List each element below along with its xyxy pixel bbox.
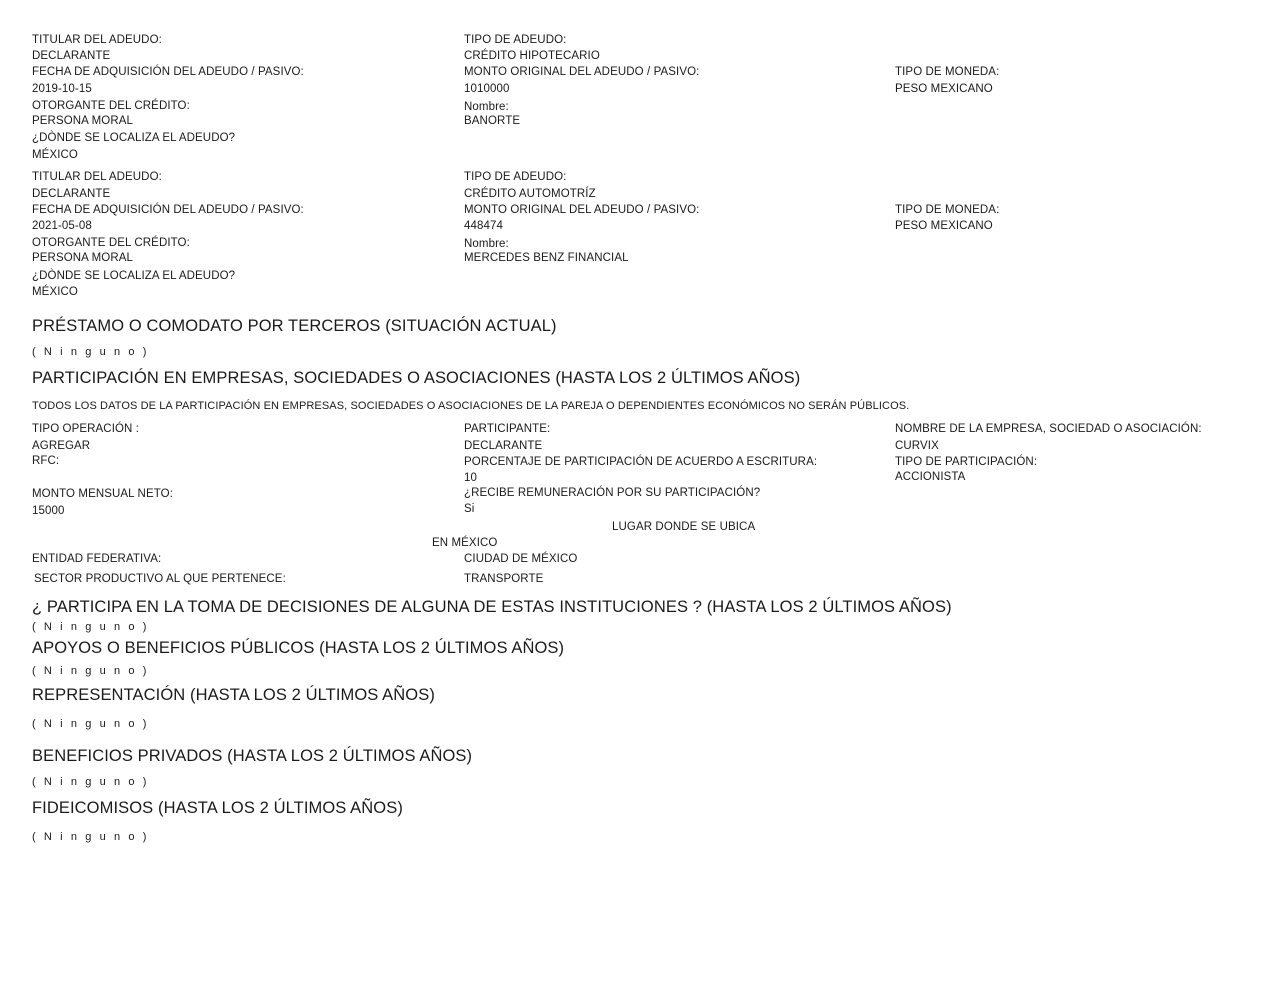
tipo-label: TIPO DE ADEUDO: <box>464 34 567 46</box>
monto-value: 448474 <box>464 220 503 232</box>
moneda-value: PESO MEXICANO <box>895 83 993 95</box>
section-title-apoyos: APOYOS O BENEFICIOS PÚBLICOS (HASTA LOS 2 ÚLTIMOS AÑOS) <box>32 639 565 657</box>
nombre-label: Nombre: <box>464 101 509 113</box>
section-title-representacion: REPRESENTACIÓN (HASTA LOS 2 ÚLTIMOS AÑOS) <box>32 686 435 704</box>
remuneracion-label: ¿RECIBE REMUNERACIÓN POR SU PARTICIPACIÓN? <box>464 487 761 499</box>
tipo-operacion-label: TIPO OPERACIÓN : <box>32 423 140 435</box>
nombre-label: Nombre: <box>464 238 509 250</box>
moneda-label: TIPO DE MONEDA: <box>895 204 1000 216</box>
section-title-participacion: PARTICIPACIÓN EN EMPRESAS, SOCIEDADES O ASOCIACIONES (HASTA LOS 2 ÚLTIMOS AÑOS) <box>32 369 801 387</box>
adeudo-record <box>0 33 1280 183</box>
nombre-value: BANORTE <box>464 115 521 127</box>
titular-label: TITULAR DEL ADEUDO: <box>32 34 162 46</box>
fideicomisos-value: ( N i n g u n o ) <box>32 831 149 843</box>
sector-value: TRANSPORTE <box>464 573 544 585</box>
otorgante-label: OTORGANTE DEL CRÉDITO: <box>32 100 190 112</box>
representacion-value: ( N i n g u n o ) <box>32 718 149 730</box>
monto-label: MONTO ORIGINAL DEL ADEUDO / PASIVO: <box>464 204 700 216</box>
section-title-toma-decisiones: ¿ PARTICIPA EN LA TOMA DE DECISIONES DE ALGUNA DE ESTAS INSTITUCIONES ? (HASTA LOS 2 ÚLTIMOS AÑOS) <box>32 598 952 616</box>
participacion-note: TODOS LOS DATOS DE LA PARTICIPACIÓN EN EMPRESAS, SOCIEDADES O ASOCIACIONES DE LA PAREJA O DEPENDIENTES ECONÓMICOS NO SERÁN PÚBLICOS. <box>32 400 910 412</box>
entidad-label: ENTIDAD FEDERATIVA: <box>32 553 162 565</box>
beneficios-privados-value: ( N i n g u n o ) <box>32 776 149 788</box>
tipo-value: CRÉDITO AUTOMOTRÍZ <box>464 188 596 200</box>
monto-value: 1010000 <box>464 83 510 95</box>
monto-mensual-value: 15000 <box>32 505 65 517</box>
localiza-value: MÉXICO <box>32 286 78 298</box>
sector-label: SECTOR PRODUCTIVO AL QUE PERTENECE: <box>34 573 286 585</box>
entidad-value: CIUDAD DE MÉXICO <box>464 553 578 565</box>
titular-label: TITULAR DEL ADEUDO: <box>32 171 162 183</box>
otorgante-value: PERSONA MORAL <box>32 115 133 127</box>
tipo-participacion-label: TIPO DE PARTICIPACIÓN: <box>895 456 1038 468</box>
fecha-value: 2019-10-15 <box>32 83 92 95</box>
participante-value: DECLARANTE <box>464 440 543 452</box>
tipo-operacion-value: AGREGAR <box>32 440 91 452</box>
otorgante-value: PERSONA MORAL <box>32 252 133 264</box>
porcentaje-label: PORCENTAJE DE PARTICIPACIÓN DE ACUERDO A ESCRITURA: <box>464 456 818 468</box>
titular-value: DECLARANTE <box>32 188 111 200</box>
titular-value: DECLARANTE <box>32 50 111 62</box>
remuneracion-value: Si <box>464 503 475 515</box>
section-title-fideicomisos: FIDEICOMISOS (HASTA LOS 2 ÚLTIMOS AÑOS) <box>32 799 403 817</box>
monto-mensual-label: MONTO MENSUAL NETO: <box>32 488 173 500</box>
fecha-label: FECHA DE ADQUISICIÓN DEL ADEUDO / PASIVO: <box>32 66 304 78</box>
tipo-value: CRÉDITO HIPOTECARIO <box>464 50 600 62</box>
adeudo-record <box>0 170 1280 320</box>
section-title-beneficios-privados: BENEFICIOS PRIVADOS (HASTA LOS 2 ÚLTIMOS AÑOS) <box>32 747 473 765</box>
toma-decisiones-value: ( N i n g u n o ) <box>32 621 149 633</box>
tipo-participacion-value: ACCIONISTA <box>895 471 966 483</box>
empresa-label: NOMBRE DE LA EMPRESA, SOCIEDAD O ASOCIACIÓN: <box>895 423 1202 435</box>
porcentaje-value: 10 <box>464 472 477 484</box>
moneda-value: PESO MEXICANO <box>895 220 993 232</box>
localiza-label: ¿DÒNDE SE LOCALIZA EL ADEUDO? <box>32 132 236 144</box>
tipo-label: TIPO DE ADEUDO: <box>464 171 567 183</box>
section-title-prestamo: PRÉSTAMO O COMODATO POR TERCEROS (SITUACIÓN ACTUAL) <box>32 317 557 335</box>
fecha-value: 2021-05-08 <box>32 220 92 232</box>
prestamo-value: ( N i n g u n o ) <box>32 346 149 358</box>
localiza-label: ¿DÒNDE SE LOCALIZA EL ADEUDO? <box>32 270 236 282</box>
monto-label: MONTO ORIGINAL DEL ADEUDO / PASIVO: <box>464 66 700 78</box>
participante-label: PARTICIPANTE: <box>464 423 551 435</box>
en-mexico-label: EN MÉXICO <box>432 537 498 549</box>
lugar-label: LUGAR DONDE SE UBICA <box>612 521 756 533</box>
nombre-value: MERCEDES BENZ FINANCIAL <box>464 252 629 264</box>
empresa-value: CURVIX <box>895 440 939 452</box>
apoyos-value: ( N i n g u n o ) <box>32 665 149 677</box>
fecha-label: FECHA DE ADQUISICIÓN DEL ADEUDO / PASIVO: <box>32 204 304 216</box>
otorgante-label: OTORGANTE DEL CRÉDITO: <box>32 237 190 249</box>
rfc-label: RFC: <box>32 455 60 467</box>
localiza-value: MÉXICO <box>32 149 78 161</box>
moneda-label: TIPO DE MONEDA: <box>895 66 1000 78</box>
